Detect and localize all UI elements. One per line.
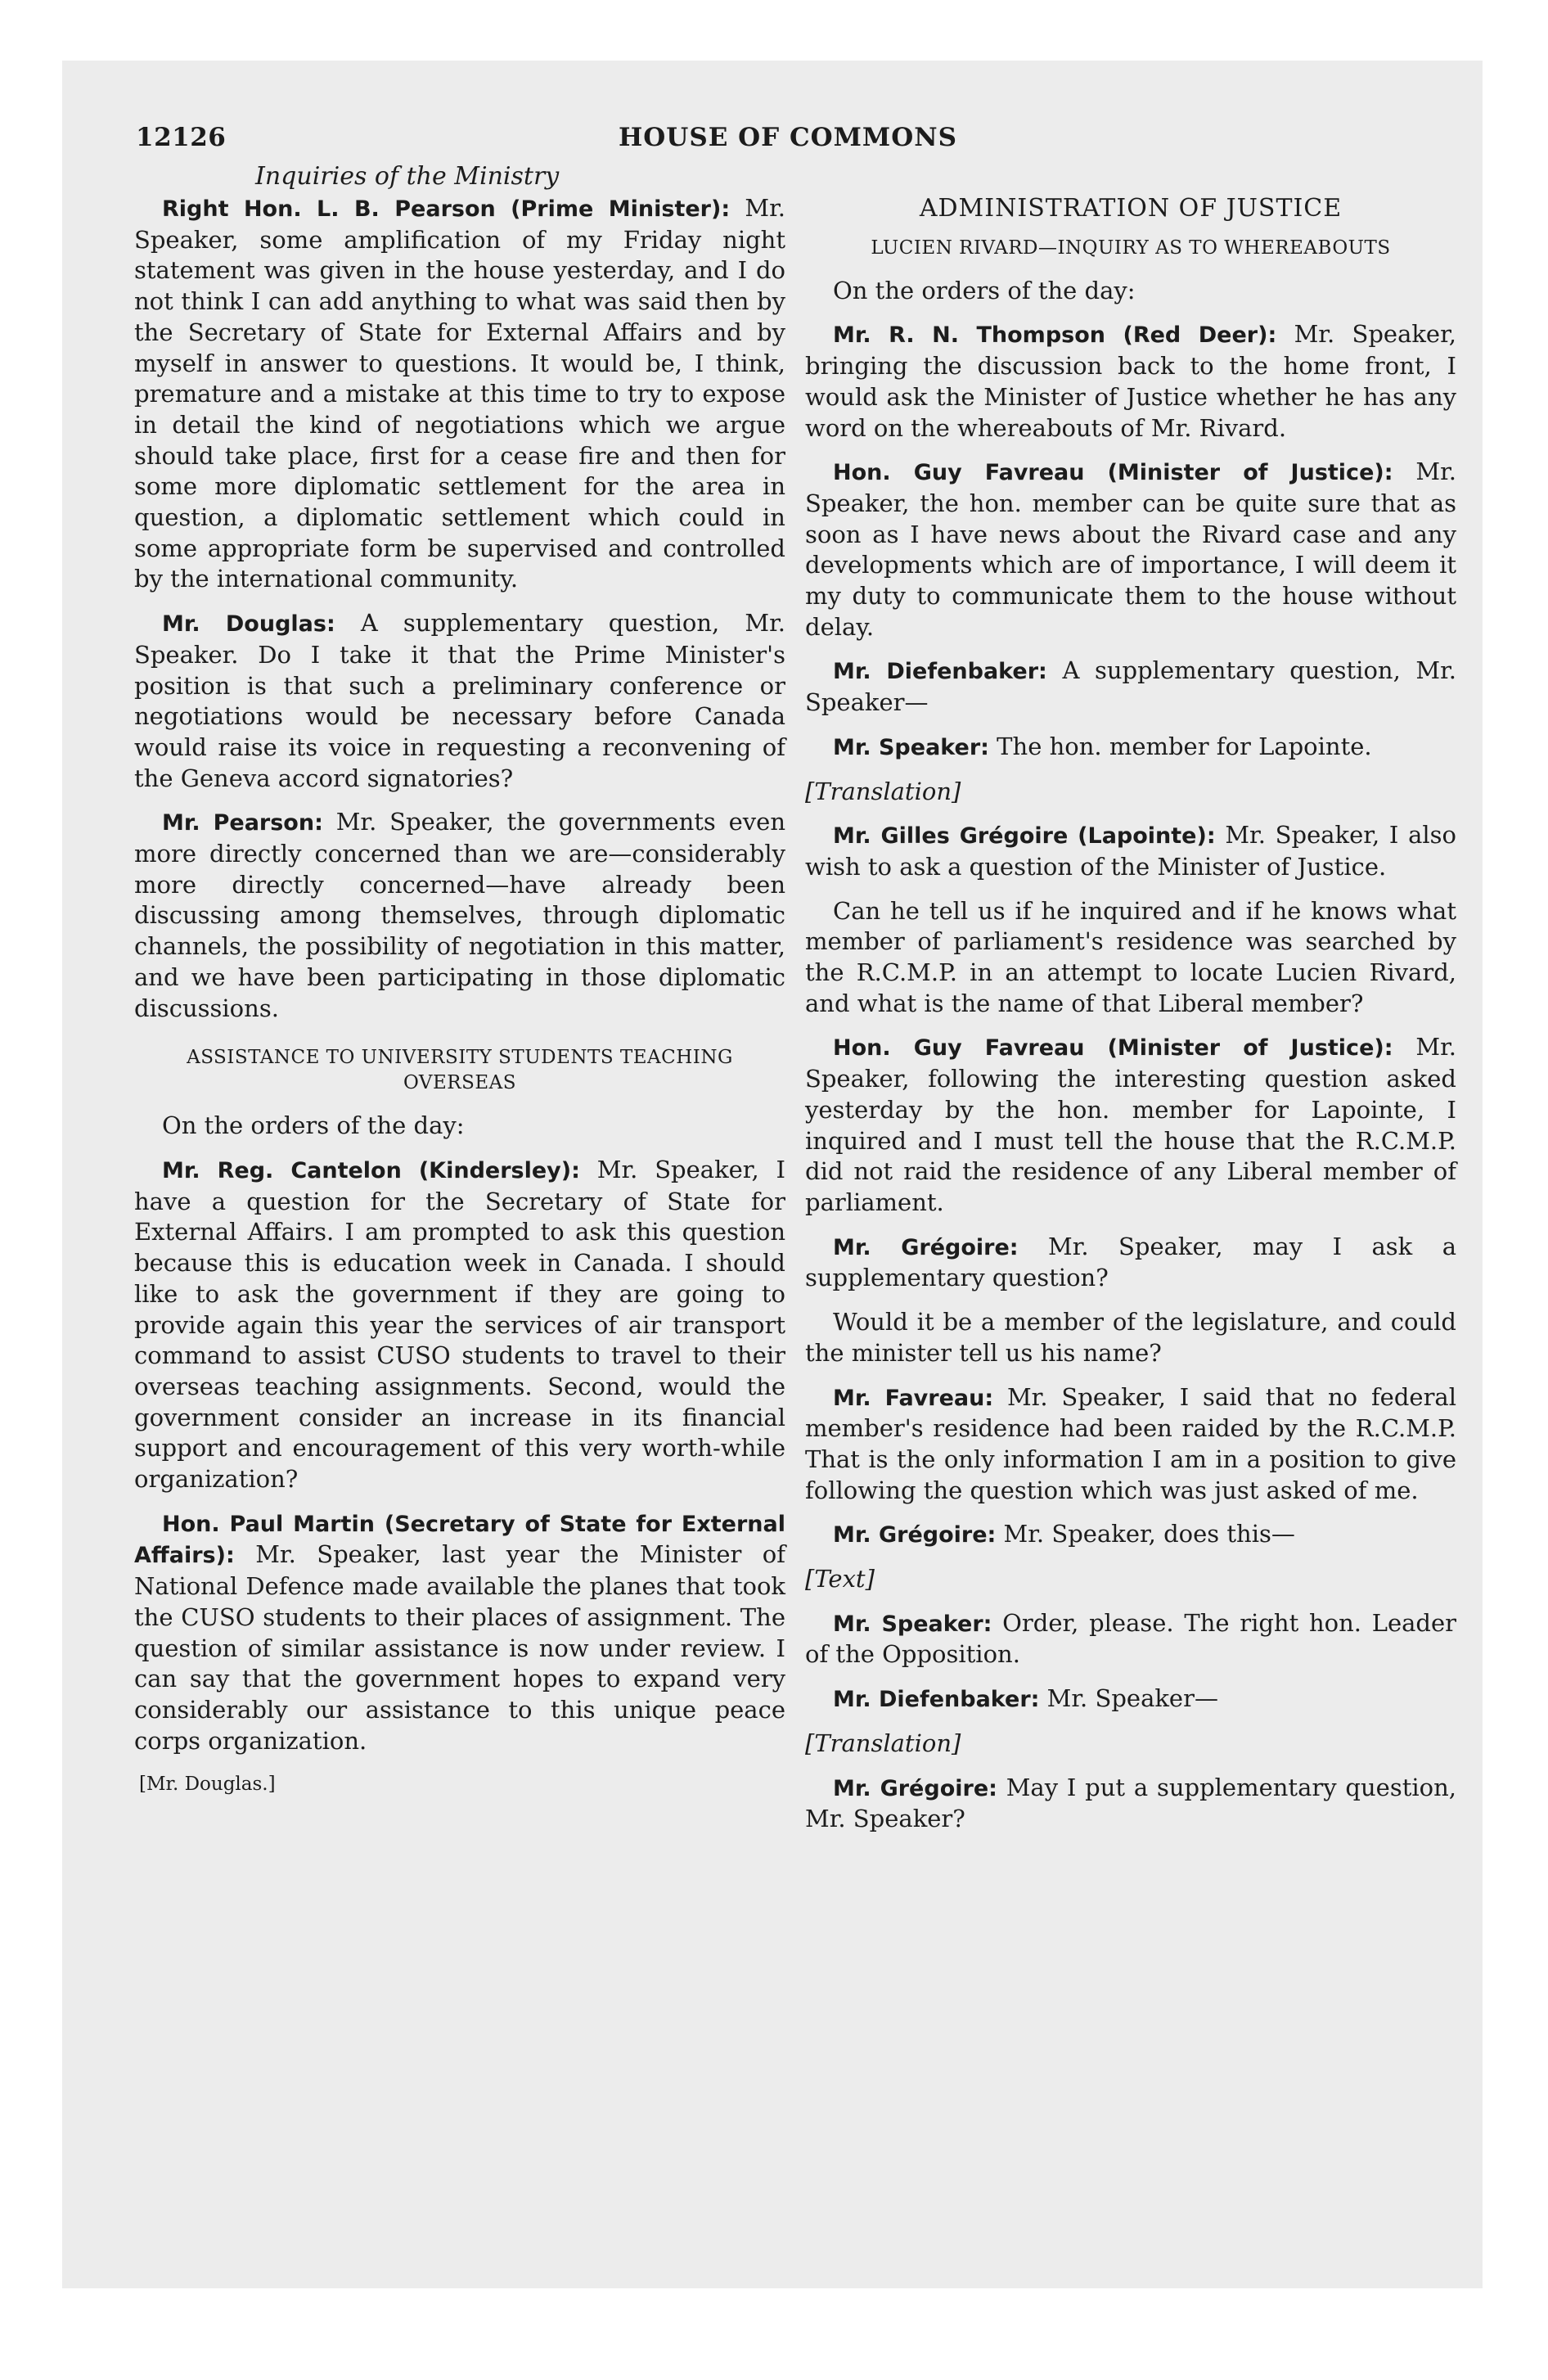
speaker-name: Mr. Diefenbaker:: [833, 659, 1047, 685]
paragraph-favreau-3: [805, 1382, 1456, 1507]
speech-text: May I put a supplementary question, Mr. Speaker?: [805, 1773, 1456, 1833]
speaker-name: Mr. Grégoire:: [833, 1775, 997, 1801]
paragraph-favreau-2: [805, 1032, 1456, 1218]
paragraph-gregoire-question: Can he tell us if he inquired and if he knows what member of parliament's residence was searched by the R.C.M.P. in an attempt to locate Lucien Rivard, and what is the name of that Liberal member?: [805, 896, 1456, 1017]
speaker-name: Mr. Gilles Grégoire (Lapointe):: [833, 823, 1216, 850]
paragraph-gregoire-4: [805, 1773, 1456, 1835]
paragraph-cantelon: [134, 1155, 785, 1495]
speech-text: Mr. Speaker, last year the Minister of National Defence made available the planes that took the CUSO students to their places of assignment. The question of similar assistance is now under review. I can say that the government hopes to expand very considerably our assistance to this unique peace corps organization.: [134, 1540, 785, 1755]
speaker-name: Mr. Douglas:: [162, 611, 335, 638]
speaker-name: Hon. Guy Favreau (Minister of Justice):: [833, 460, 1393, 486]
section-subheading-rivard: LUCIEN RIVARD—INQUIRY AS TO WHEREABOUTS: [871, 237, 1391, 259]
speaker-name: Right Hon. L. B. Pearson (Prime Minister):: [162, 196, 731, 222]
left-column: [134, 193, 785, 1814]
section-heading-justice: ADMINISTRATION OF JUSTICE: [919, 194, 1343, 223]
page-title: HOUSE OF COMMONS: [619, 123, 957, 152]
speech-text: Mr. Speaker, following the interesting question asked yesterday by the hon. member for Lapointe, I inquired and I must tell the house that the R.C.M.P. did not raid the residence of any Liberal member of parliament.: [805, 1033, 1456, 1216]
speech-text: A supplementary question, Mr. Speaker—: [805, 656, 1456, 717]
speech-text: Mr. Speaker, some amplification of my Friday night statement was given in the house yesterday, and I do not think I can add anything to what was said then by the Secretary of State for External Affairs and by myself in answer to questions. It would be, I think, premature and a mistake at this time to try to expose in detail the kind of negotiations which we argue should take place, first for a cease fire and then for some more diplomatic settlement for the area in question, a diplomatic settlement which could in some appropriate form be supervised and controlled by the international community.: [134, 194, 785, 593]
speech-text: Mr. Speaker, does this—: [996, 1520, 1295, 1548]
speaker-name: Mr. R. N. Thompson (Red Deer):: [833, 322, 1277, 349]
speech-text: Mr. Speaker, the governments even more directly concerned than we are—considerably more directly concerned—have already been discussing among themselves, through diplomatic channels, the possibility of negotiation in this matter, and we have been participating in those diplomatic discussions.: [134, 808, 786, 1022]
orders-of-day: On the orders of the day:: [162, 1111, 465, 1140]
paragraph-diefenbaker-1: [805, 656, 1456, 718]
paragraph-gregoire-2: [805, 1232, 1456, 1294]
paragraph-thompson: [805, 319, 1456, 444]
page-number: 12126: [136, 123, 227, 152]
speaker-name: Mr. Pearson:: [162, 810, 323, 836]
paragraph-favreau-1: [805, 457, 1456, 642]
speech-text: A supplementary question, Mr. Speaker. Do I take it that the Prime Minister's position is that such a preliminary conference or negotiations would be necessary before Canada would raise its voice in requesting a reconvening of the Geneva accord signatories?: [134, 609, 785, 792]
speaker-name: Mr. Grégoire:: [833, 1234, 1019, 1260]
speech-text: Mr. Speaker, I have a question for the Secretary of State for External Affairs. I am prompted to ask this question because this is education week in Canada. I should like to ask the government if they are going to provide again this year the services of air transport command to assist CUSO students to travel to their overseas teaching assignments. Second, would the government consider an increase in its financial support and encouragement of this very worth-while organization?: [134, 1155, 786, 1494]
translation-note: [Translation]: [805, 777, 961, 805]
right-column: [805, 193, 1456, 1848]
speech-text: Order, please. The right hon. Leader of the Opposition.: [805, 1608, 1456, 1669]
speech-text: Mr. Speaker, may I ask a supplementary question?: [805, 1232, 1456, 1292]
paragraph-pearson-2: [134, 807, 785, 1024]
paragraph-gregoire-followup: Would it be a member of the legislature, and could the minister tell us his name?: [805, 1308, 1456, 1367]
paragraph-gregoire-3: [805, 1519, 1456, 1551]
orders-of-day: On the orders of the day:: [833, 276, 1136, 304]
paragraph-douglas: [134, 608, 785, 794]
paragraph-pearson-1: [134, 193, 785, 595]
speaker-name: Hon. Paul Martin (Secretary of State for External Affairs):: [134, 1511, 785, 1569]
speaker-name: Mr. Favreau:: [833, 1385, 994, 1411]
speech-text: Mr. Speaker, I also wish to ask a question of the Minister of Justice.: [805, 821, 1456, 881]
speaker-name: Mr. Speaker:: [833, 734, 989, 760]
section-subheading-cuso: ASSISTANCE TO UNIVERSITY STUDENTS TEACHING OVERSEAS: [187, 1047, 733, 1094]
speech-text: The hon. member for Lapointe.: [988, 732, 1372, 760]
paragraph-speaker-1: [805, 732, 1456, 764]
footer-speaker: [Mr. Douglas.]: [139, 1774, 276, 1796]
speech-text: Mr. Speaker—: [1039, 1684, 1218, 1713]
speech-text: Mr. Speaker, bringing the discussion back to the home front, I would ask the Minister of Justice whether he has any word on the whereabouts of Mr. Rivard.: [805, 320, 1456, 442]
translation-note: [Translation]: [805, 1729, 961, 1757]
paragraph-martin: [134, 1508, 785, 1757]
speaker-name: Mr. Reg. Cantelon (Kindersley):: [162, 1157, 580, 1183]
speech-text: Mr. Speaker, I said that no federal member's residence had been raided by the R.C.M.P. That is the only information I am in a position to give following the question which was just asked of me.: [805, 1382, 1456, 1504]
paragraph-speaker-2: [805, 1608, 1456, 1670]
paragraph-diefenbaker-2: [805, 1684, 1456, 1715]
speaker-name: Mr. Speaker:: [833, 1611, 992, 1637]
speaker-name: Mr. Grégoire:: [833, 1522, 997, 1548]
speaker-name: Hon. Guy Favreau (Minister of Justice):: [833, 1035, 1393, 1062]
page-subtitle: Inquiries of the Ministry: [255, 162, 560, 191]
text-note: [Text]: [805, 1565, 875, 1593]
speech-text: Mr. Speaker, the hon. member can be quite sure that as soon as I have news about the Rivard case and any developments which are of importance, I will deem it my duty to communicate them to the house without delay.: [805, 458, 1456, 641]
speaker-name: Mr. Diefenbaker:: [833, 1687, 1040, 1713]
paragraph-gregoire-1: [805, 820, 1456, 882]
